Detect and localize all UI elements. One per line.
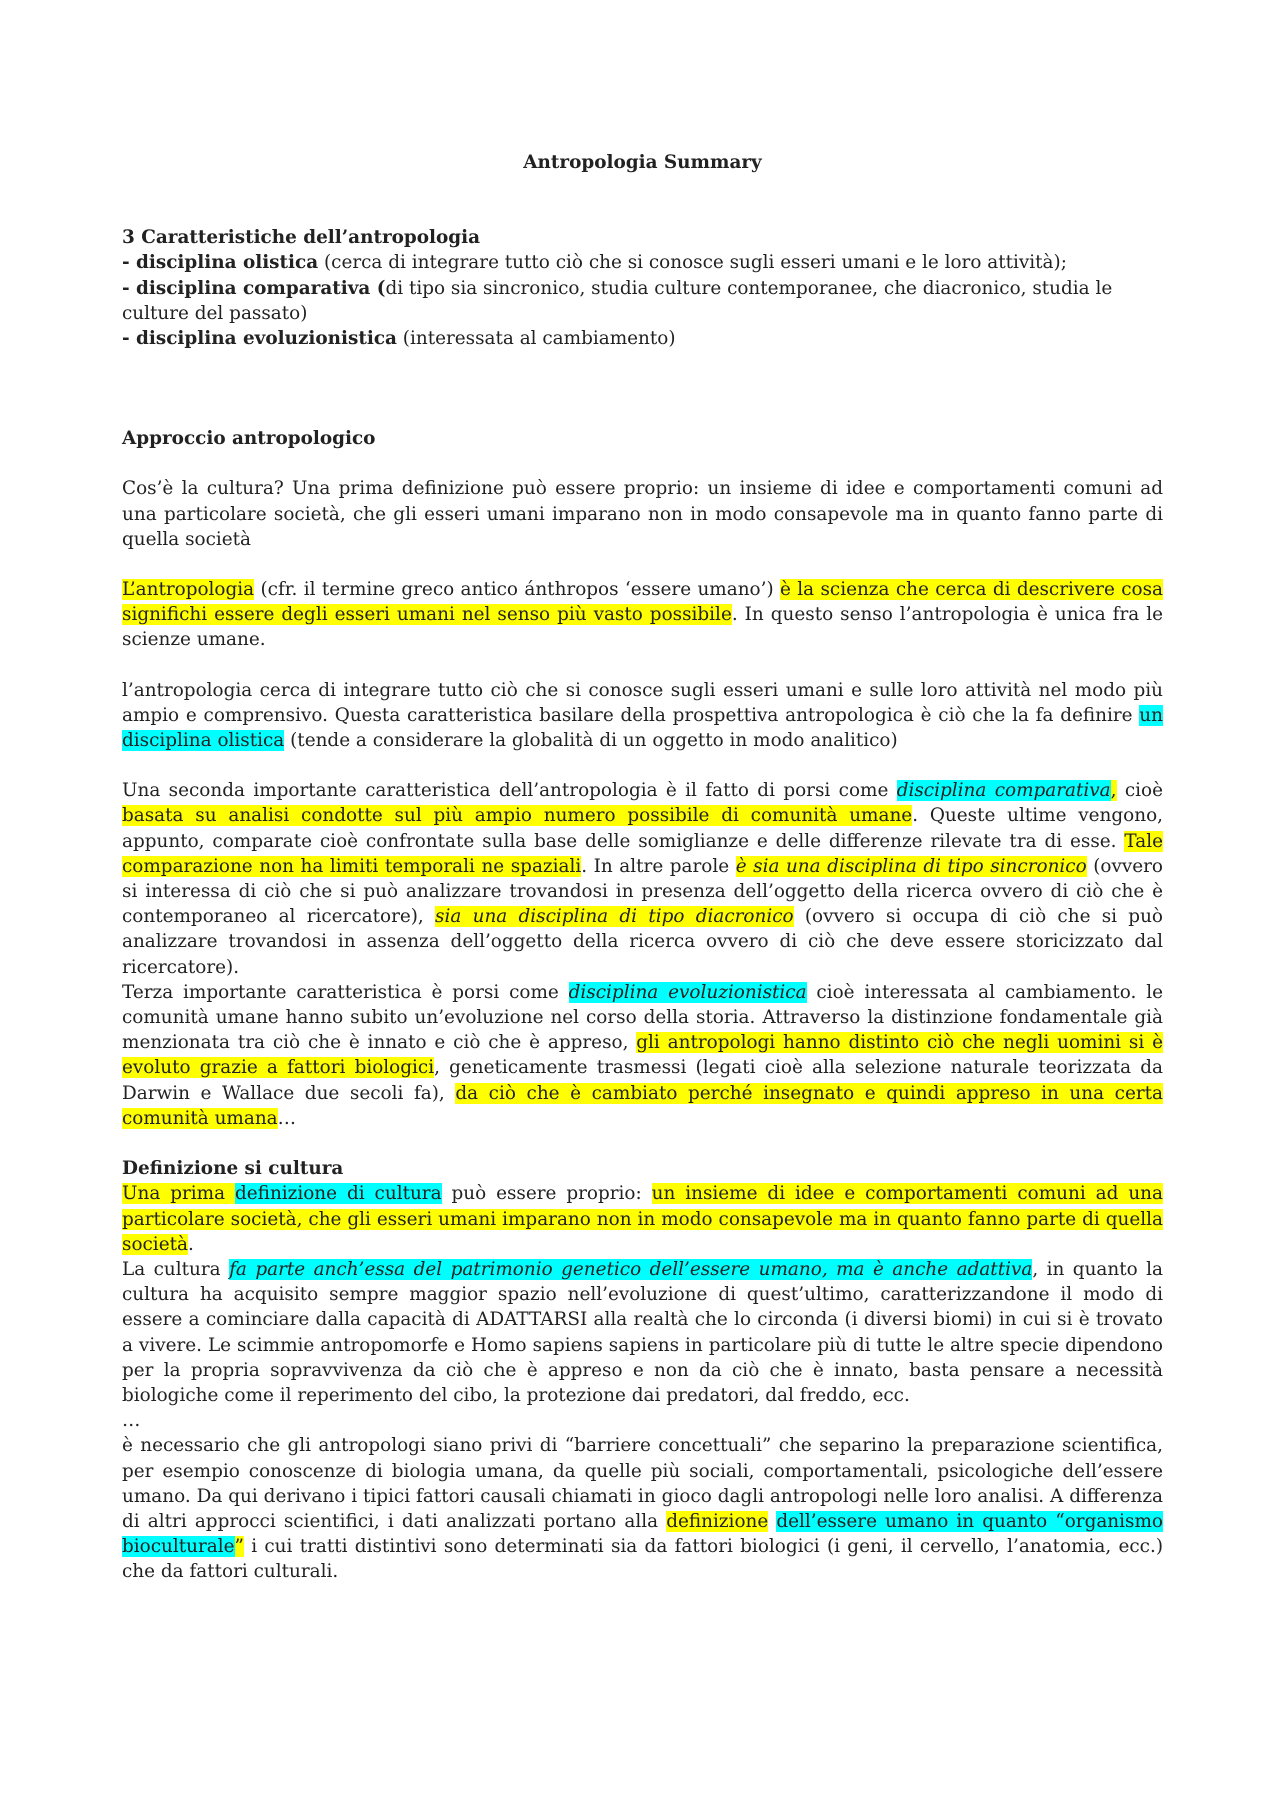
document-title: Antropologia Summary xyxy=(523,152,762,173)
highlight-cyan: fa parte anch’essa del patrimonio genetico dell’essere umano, ma è anche adattiva xyxy=(229,1258,1033,1280)
text-run: Una seconda importante caratteristica dell’antropologia è il fatto di porsi come xyxy=(122,780,897,802)
list-item-evoluzionistica xyxy=(122,326,1163,351)
highlight-cyan: disciplina evoluzionistica xyxy=(568,981,807,1003)
paragraph-cultura-question: Cos’è la cultura? Una prima definizione può essere proprio: un insieme di idee e comportamenti comuni ad una particolare società, che gli esseri umani imparano non in modo consapevole ma in quanto fanno parte di quella società xyxy=(122,478,1163,550)
highlight-yellow: ” xyxy=(234,1536,244,1558)
text-run: . Queste ultime vengono, appunto, comparate cioè confrontate sulla base delle somiglianze e delle differenze rilevate tra di esse. xyxy=(122,805,1163,852)
paragraph-evoluzionistica xyxy=(122,980,1163,1131)
highlight-cyan: disciplina comparativa xyxy=(896,780,1111,802)
text-run: (cfr. il termine greco antico ánthropos ‘essere umano’) xyxy=(254,579,780,601)
spacer xyxy=(122,451,1163,476)
section-heading-definizione: Definizione si cultura xyxy=(122,1158,344,1180)
highlight-cyan: definizione di cultura xyxy=(235,1183,442,1205)
spacer xyxy=(122,653,1163,678)
list-term: - disciplina evoluzionistica xyxy=(122,328,397,350)
text-run: … xyxy=(277,1107,297,1129)
highlight-yellow: , xyxy=(1110,780,1117,802)
list-desc: (cerca di integrare tutto ciò che si conosce sugli esseri umani e le loro attività); xyxy=(318,252,1067,274)
paragraph-definizione-cultura xyxy=(122,1181,1163,1257)
list-term: - disciplina olistica xyxy=(122,252,319,274)
text-run: . In questo senso l’antropologia è unica fra le scienze umane. xyxy=(122,604,1163,651)
list-term: - disciplina comparativa ( xyxy=(122,277,386,299)
paragraph-olistica xyxy=(122,678,1163,754)
text-run: i cui tratti distintivi sono determinati sia da fattori biologici (i geni, il cervello, l’anatomia, ecc.) che da fattori culturali. xyxy=(122,1536,1163,1583)
text-run: cioè interessata al cambiamento. le comunità umane hanno subito un’evoluzione nel corso della storia. Attraverso la distinzione fondamentale già menzionata tra ciò che è innato e ciò che è appreso, xyxy=(122,981,1163,1054)
spacer xyxy=(122,552,1163,577)
text-run: Terza importante caratteristica è porsi come xyxy=(122,981,569,1003)
text-run: è necessario che gli antropologi siano privi di “barriere concettuali” che separino la preparazione scientifica, per esempio conoscenze di biologia umana, da quelle più sociali, comportamentali, psicologiche dell’essere umano. Da qui derivano i tipici fattori causali chiamati in gioco dagli antropologi nelle loro analisi. A differenza di altri approcci scientifici, i dati analizzati portano alla xyxy=(122,1435,1163,1532)
highlight-yellow: da ciò che è cambiato perché insegnato e quindi appreso in una certa comunità umana xyxy=(122,1082,1163,1129)
highlight-yellow: L’antropologia xyxy=(122,579,255,601)
paragraph-antropologia-definizione xyxy=(122,577,1163,653)
highlight-yellow: è sia una disciplina di tipo sincronico xyxy=(735,855,1087,877)
list-item-comparativa xyxy=(122,276,1163,326)
highlight-yellow: definizione xyxy=(666,1510,769,1532)
highlight-yellow: basata su analisi condotte sul più ampio numero possibile di comunità umane xyxy=(122,805,913,827)
list-item-olistica xyxy=(122,250,1163,275)
spacer xyxy=(122,1131,1163,1156)
paragraph-comparativa xyxy=(122,778,1163,980)
text-run: può essere proprio: xyxy=(441,1183,652,1205)
highlight-yellow: è la scienza che cerca di descrivere cosa significhi essere degli esseri umani nel senso più vasto possibile xyxy=(122,579,1163,626)
paragraph-cultura-adattiva xyxy=(122,1257,1163,1408)
list-desc: di tipo sia sincronico, studia culture contemporanee, che diacronico, studia le culture del passato) xyxy=(122,277,1113,324)
paragraph-organismo-bioculturale xyxy=(122,1433,1163,1584)
highlight-cyan: dell’essere umano in quanto “organismo bioculturale xyxy=(122,1510,1163,1558)
highlight-yellow: sia una disciplina di tipo diacronico xyxy=(435,906,794,928)
highlight-yellow: Tale comparazione non ha limiti temporali ne spaziali xyxy=(122,830,1163,877)
highlight-yellow: gli antropologi hanno distinto ciò che negli uomini si è evoluto grazie a fattori biologici xyxy=(122,1032,1163,1079)
ellipsis: … xyxy=(122,1410,141,1432)
spacer xyxy=(122,753,1163,778)
text-run: l’antropologia cerca di integrare tutto ciò che si conosce sugli esseri umani e sulle loro attività nel modo più ampio e comprensivo. Questa caratteristica basilare della prospettiva antropologica è ciò che la fa definire xyxy=(122,679,1163,726)
text-run: La cultura xyxy=(122,1258,230,1280)
text-run: . xyxy=(187,1233,194,1255)
section-heading-caratteristiche: 3 Caratteristiche dell’antropologia xyxy=(122,227,481,249)
section-heading-approccio: Approccio antropologico xyxy=(122,428,376,450)
highlight-cyan: un disciplina olistica xyxy=(122,704,1163,752)
text-run: (ovvero si occupa di ciò che si può analizzare trovandosi in assenza dell’oggetto della ricerca ovvero di ciò che deve essere storicizzato dal ricercatore). xyxy=(122,906,1163,978)
text-run: . In altre parole xyxy=(581,855,736,877)
list-desc: (interessata al cambiamento) xyxy=(396,328,676,350)
text-run: , geneticamente trasmessi (legati cioè alla selezione naturale teorizzata da Darwin e Wallace due secoli fa), xyxy=(122,1057,1163,1104)
text-run: (tende a considerare la globalità di un oggetto in modo analitico) xyxy=(284,730,898,752)
text-run: cioè xyxy=(1116,780,1164,802)
text-run: (ovvero si interessa di ciò che si può analizzare trovandosi in presenza dell’oggetto della ricerca ovvero di ciò che è contemporaneo al ricercatore), xyxy=(122,855,1164,928)
highlight-yellow: un insieme di idee e comportamenti comuni ad una particolare società, che gli esseri umani imparano non in modo consapevole ma in quanto fanno parte di quella società xyxy=(122,1183,1163,1255)
text-run: , in quanto la cultura ha acquisito sempre maggior spazio nell’evoluzione di quest’ultimo, caratterizzandone il modo di essere a cominciare dalla capacità di ADATTARSI alla realtà che lo circonda (i diversi biomi) in cui si è trovato a vivere. Le scimmie antropomorfe e Homo sapiens sapiens in particolare più di tutte le altre specie dipendono per la propria sopravvivenza da ciò che è appreso e non da ciò che è innato, basta pensare a necessità biologiche come il reperimento del cibo, la protezione dai predatori, dal freddo, ecc. xyxy=(122,1258,1163,1406)
spacer xyxy=(122,351,1163,426)
highlight-yellow: Una prima xyxy=(122,1183,236,1205)
